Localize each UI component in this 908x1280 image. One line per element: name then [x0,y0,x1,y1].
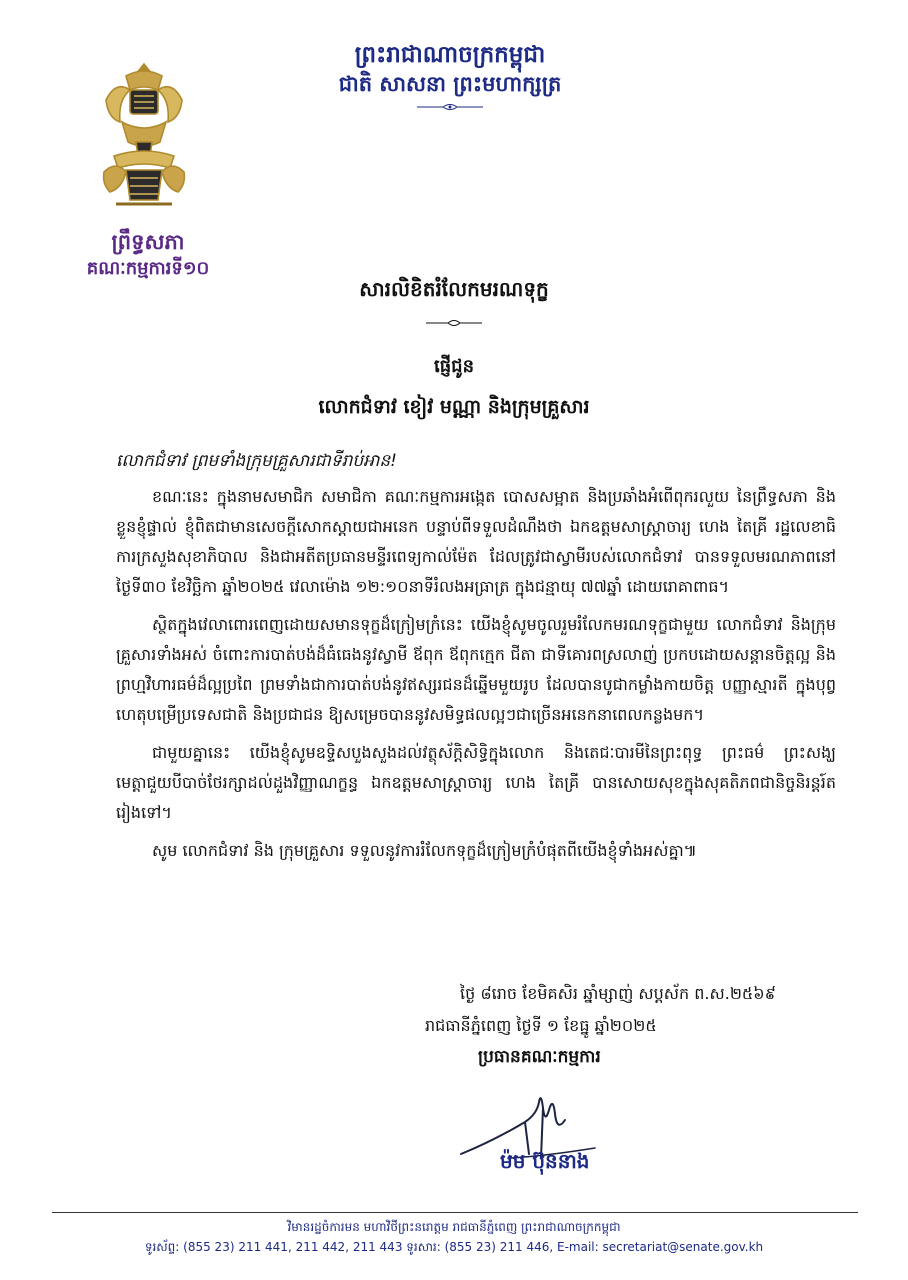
footer-address: វិមានរដ្ឋចំការមន មហាវិថីព្រះនរោត្តម រាជធានីភ្នំពេញ ព្រះរាជាណាចក្រកម្ពុជា [287,1220,621,1234]
body-paragraph: ស្ថិតក្នុងវេលាពោរពេញដោយសមានទុក្ខដ៏ក្រៀមក្រំនេះ យើងខ្ញុំសូមចូលរួមរំលែកមរណទុក្ខជាមួយ លោកជំទាវ និងក្រុមគ្រួសារទាំងអស់ ចំពោះការបាត់បង់ដ៏ធំធេងនូវស្វាមី ឪពុក ឪពុកក្មេក ជីតា ជាទីគោរពស្រលាញ់ ប្រកបដោយសន្តានចិត្តល្អ និងព្រហ្មវិហារធម៌ដ៏ល្អប្រពៃ ព្រមទាំងជាការបាត់បង់នូវឥស្សរជនដ៏ឆ្នើមមួយរូប ដែលបានបូជាកម្លាំងកាយចិត្ត បញ្ញាស្មារតី ក្នុងបុព្វហេតុបម្រើប្រទេសជាតិ និងប្រជាជន ឱ្យសម្រេចបាននូវសមិទ្ធផលល្អៗជាច្រើនអនេកនាពេលកន្លងមក។ [116,615,836,724]
body-paragraph: ជាមួយគ្នានេះ យើងខ្ញុំសូមឧទ្ទិសបួងសួងដល់វត្ថុស័ក្តិសិទ្ធិក្នុងលោក និងតេជៈបារមីនៃព្រះពុទ្ធ ព្រះធម៌ ព្រះសង្ឃ មេត្តាជួយបីបាច់ថែរក្សាដល់ដួងវិញ្ញាណក្ខន្ធ ឯកឧត្តមសាស្ត្រាចារ្យ ហេង តៃគ្រី បានសោយសុខក្នុងសុគតិភពជានិច្ចនិរន្តរ៍តរៀងទៅ។ [116,743,836,822]
divider-ornament-icon [415,102,485,112]
salutation: លោកជំទាវ ព្រមទាំងក្រុមគ្រួសារជាទីរាប់អាន! [116,451,397,471]
letter-body [116,482,836,874]
senate-emblem-icon [96,60,192,210]
lunar-date: ថ្ងៃ ៨រោច ខែមិគសិរ ឆ្នាំម្សាញ់ សប្តស័ក ព.ស.២៥៦៩ [460,984,776,1003]
footer-contact: ទូរស័ព្ទ: (855 23) 211 441, 211 442, 211 443 ទូរសារ: (855 23) 211 446, E-mail: secretariat@senate.gov.kh [144,1240,764,1254]
divider-ornament-icon [424,318,484,328]
institution-name: ព្រឹទ្ធសភា [111,230,185,254]
recipient-name: លោកជំទាវ ខៀវ មណ្ណា និងក្រុមគ្រួសារ [318,396,590,418]
national-motto: ជាតិ សាសនា ព្រះមហាក្សត្រ [338,72,562,96]
kingdom-title: ព្រះរាជាណាចក្រកម្ពុជា [354,42,546,68]
commission-name: គណៈកម្មការទី១០ [86,258,210,279]
kingdom-header [300,40,600,112]
body-paragraph: សូម លោកជំទាវ និង ក្រុមគ្រួសារ ទទួលនូវការរំលែកទុក្ខដ៏ក្រៀមក្រំបំផុតពីយើងខ្ញុំទាំងអស់គ្នា៕ [152,841,697,860]
solar-date: រាជធានីភ្នំពេញ ថ្ងៃទី ១ ខែធ្នូ ឆ្នាំ២០២៥ [425,1016,657,1035]
footer [0,1217,908,1257]
signer-role: ប្រធានគណៈកម្មការ [478,1047,601,1067]
footer-divider [52,1212,858,1213]
body-paragraph: ខណៈនេះ ក្នុងនាមសមាជិក សមាជិកា គណៈកម្មការអង្កេត បោសសម្អាត និងប្រឆាំងអំពើពុករលួយ នៃព្រឹទ្ធសភា និងខ្លួនខ្ញុំផ្ទាល់ ខ្ញុំពិតជាមានសេចក្តីសោកស្តាយជាអនេក បន្ទាប់ពីទទួលដំណឹងថា ឯកឧត្តមសាស្ត្រាចារ្យ ហេង តៃគ្រី រដ្ឋលេខាធិការក្រសួងសុខាភិបាល និងជាអតីតប្រធានមន្ទីរពេទ្យកាល់ម៉ែត ដែលត្រូវជាស្វាមីរបស់លោកជំទាវ បានទទួលមរណភាពនៅថ្ងៃទី៣០ ខែវិច្ឆិកា ឆ្នាំ២០២៥ វេលាម៉ោង ១២:១០នាទីរំលងអធ្រាត្រ ក្នុងជន្មាយុ ៧៧ឆ្នាំ ដោយរោគាពាធ។ [116,487,836,596]
letter-title: សារលិខិតរំលែកមរណទុក្ខ [359,277,549,301]
addressed-to: ផ្ញើជូន [434,356,474,377]
issuer-block [58,228,238,282]
signer-name: ម៉ម ប៊ុននាង [500,1149,590,1173]
